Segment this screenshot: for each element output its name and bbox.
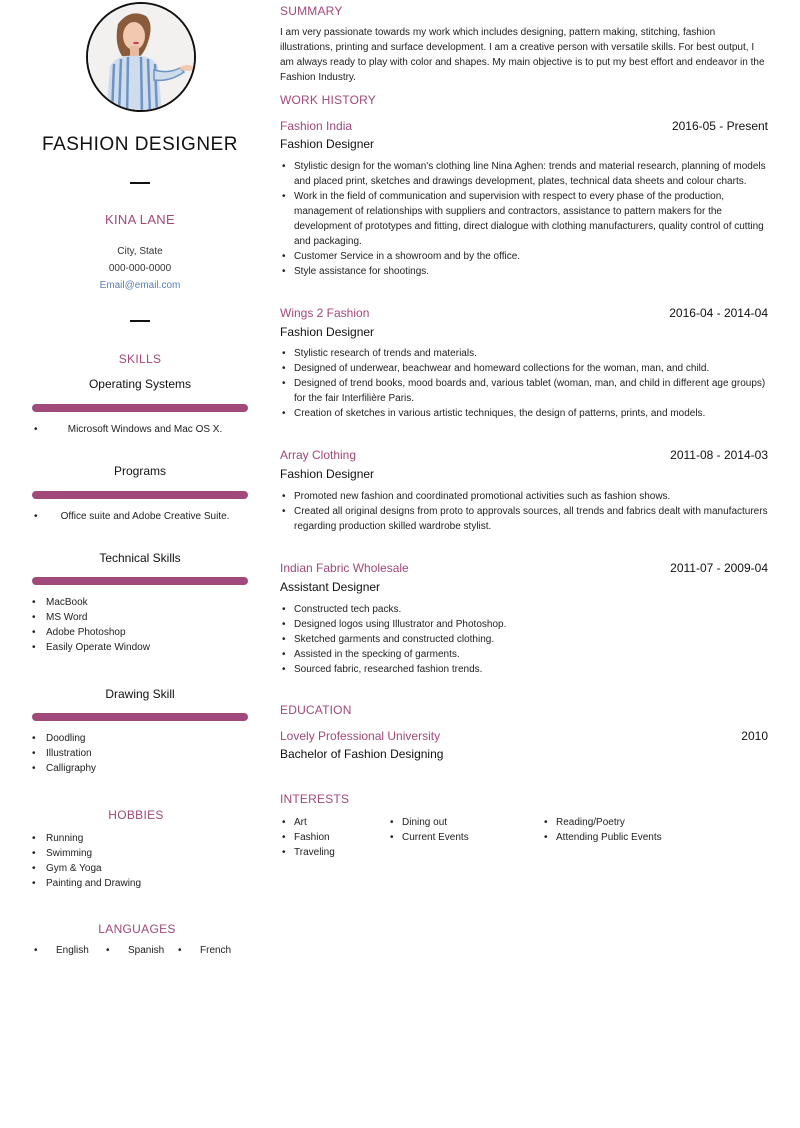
language-item: • Spanish bbox=[102, 945, 174, 956]
contact-email-link[interactable]: Email@email.com bbox=[99, 280, 181, 291]
skill-list bbox=[30, 509, 260, 524]
list-item: • Adobe Photoshop bbox=[30, 625, 260, 640]
list-item: • Created all original designs from proto to approvals sources, all trends and fabrics dealt with manufacturers regarding production skilled wardrobe stylist. bbox=[280, 504, 770, 534]
work-history-heading: WORK HISTORY bbox=[280, 93, 376, 107]
job-title: FASHION DESIGNER bbox=[42, 134, 238, 155]
company-name: Fashion India bbox=[280, 119, 353, 133]
job-duties bbox=[280, 159, 770, 279]
skill-level-bar bbox=[32, 491, 248, 499]
languages-heading: LANGUAGES bbox=[98, 922, 176, 936]
languages-list bbox=[30, 945, 260, 956]
skill-list bbox=[30, 731, 260, 776]
list-item: • Work in the field of communication and supervision with respect to every phase of the production, management of relationships with suppliers and contractors, assistance to pattern makers for the development of prototypes and fitting, direct dialogue with clothing manufacturers, quality control of cutting and packaging. bbox=[280, 189, 770, 249]
list-item: • Calligraphy bbox=[30, 761, 260, 776]
job-duties bbox=[280, 489, 770, 534]
divider bbox=[130, 320, 150, 322]
list-item: • Designed of trend books, mood boards and, various tablet (woman, man, and child in different age groups) for the fair Interfilière Paris. bbox=[280, 376, 770, 406]
skills-heading: SKILLS bbox=[118, 352, 162, 366]
job-duties bbox=[280, 346, 770, 421]
list-item: • Customer Service in a showroom and by the office. bbox=[280, 249, 770, 264]
job-role: Fashion Designer bbox=[280, 137, 375, 151]
list-item: • Gym & Yoga bbox=[30, 861, 260, 876]
avatar bbox=[86, 2, 196, 112]
list-item: • Current Events bbox=[388, 830, 469, 845]
skill-level-bar bbox=[32, 404, 248, 412]
list-item: • Painting and Drawing bbox=[30, 876, 260, 891]
list-item: • Reading/Poetry bbox=[542, 815, 662, 830]
job-dates: 2011-08 - 2014-03 bbox=[670, 448, 768, 462]
summary-text: I am very passionate towards my work which includes designing, pattern making, stitching, fashion illustrations, printing and surface development. I am a creative person with versatile skills. For best output, I am always ready to play with color and shapes. My main objective is to put my best effort and endeavor in the Fashion Industry. bbox=[280, 27, 765, 83]
list-item: • Stylistic design for the woman's clothing line Nina Aghen: trends and material research, planning of models and placed print, sketches and drawings development, plates, technical data sheets and colour charts. bbox=[280, 159, 770, 189]
list-item: • Fashion bbox=[280, 830, 335, 845]
list-item: • Stylistic research of trends and materials. bbox=[280, 346, 770, 361]
skill-list bbox=[30, 595, 260, 655]
skill-level-bar bbox=[32, 577, 248, 585]
list-item: • Art bbox=[280, 815, 335, 830]
job-role: Fashion Designer bbox=[280, 325, 375, 339]
company-name: Indian Fabric Wholesale bbox=[280, 561, 409, 575]
skill-group-title: Drawing Skill bbox=[105, 687, 175, 701]
list-item: • Promoted new fashion and coordinated promotional activities such as fashion shows. bbox=[280, 489, 770, 504]
list-item: • Doodling bbox=[30, 731, 260, 746]
skill-level-bar bbox=[32, 713, 248, 721]
list-item: • Sourced fabric, researched fashion trends. bbox=[280, 662, 770, 677]
interests-column bbox=[542, 815, 662, 845]
job-duties bbox=[280, 602, 770, 677]
hobbies-list bbox=[30, 831, 260, 891]
candidate-name: KINA LANE bbox=[105, 212, 175, 227]
skill-group-title: Programs bbox=[113, 464, 166, 478]
list-item: • Designed of underwear, beachwear and homeward collections for the woman, man, and child. bbox=[280, 361, 770, 376]
interests-column bbox=[388, 815, 469, 845]
list-item: • Sketched garments and constructed clothing. bbox=[280, 632, 770, 647]
job-dates: 2016-04 - 2014-04 bbox=[669, 306, 768, 320]
company-name: Wings 2 Fashion bbox=[280, 306, 370, 320]
list-item: • Traveling bbox=[280, 845, 335, 860]
list-item: • Swimming bbox=[30, 846, 260, 861]
school-name: Lovely Professional University bbox=[280, 729, 441, 743]
job-dates: 2016-05 - Present bbox=[671, 119, 768, 133]
sidebar bbox=[0, 0, 280, 1128]
job-dates: 2011-07 - 2009-04 bbox=[670, 561, 768, 575]
education-heading: EDUCATION bbox=[280, 703, 352, 717]
list-item: • MS Word bbox=[30, 610, 260, 625]
skill-group-title: Technical Skills bbox=[99, 551, 181, 565]
list-item: • MacBook bbox=[30, 595, 260, 610]
skill-list bbox=[30, 422, 260, 437]
list-item: • Illustration bbox=[30, 746, 260, 761]
list-item: • Constructed tech packs. bbox=[280, 602, 770, 617]
list-item: • Microsoft Windows and Mac OS X. bbox=[30, 422, 260, 437]
list-item: • Attending Public Events bbox=[542, 830, 662, 845]
list-item: • Designed logos using Illustrator and Photoshop. bbox=[280, 617, 770, 632]
contact-city: City, State bbox=[117, 246, 163, 257]
profile-photo-icon bbox=[88, 4, 196, 112]
list-item: • Running bbox=[30, 831, 260, 846]
degree: Bachelor of Fashion Designing bbox=[280, 747, 444, 761]
list-item: • Dining out bbox=[388, 815, 469, 830]
graduation-year: 2010 bbox=[741, 729, 768, 743]
language-item: • French bbox=[174, 945, 246, 956]
job-role: Fashion Designer bbox=[280, 467, 375, 481]
hobbies-heading: HOBBIES bbox=[108, 808, 164, 822]
list-item: • Office suite and Adobe Creative Suite. bbox=[30, 509, 260, 524]
language-item: • English bbox=[30, 945, 102, 956]
company-name: Array Clothing bbox=[280, 448, 357, 462]
summary-heading: SUMMARY bbox=[280, 4, 343, 18]
contact-phone: 000-000-0000 bbox=[108, 263, 172, 274]
main-content bbox=[280, 0, 800, 1128]
list-item: • Assisted in the specking of garments. bbox=[280, 647, 770, 662]
list-item: • Style assistance for shootings. bbox=[280, 264, 770, 279]
skill-group-title: Operating Systems bbox=[88, 377, 192, 391]
list-item: • Easily Operate Window bbox=[30, 640, 260, 655]
job-role: Assistant Designer bbox=[280, 580, 381, 594]
list-item: • Creation of sketches in various artistic techniques, the design of patterns, prints, and models. bbox=[280, 406, 770, 421]
interests-heading: INTERESTS bbox=[280, 792, 350, 806]
interests-column bbox=[280, 815, 335, 860]
divider bbox=[130, 182, 150, 184]
